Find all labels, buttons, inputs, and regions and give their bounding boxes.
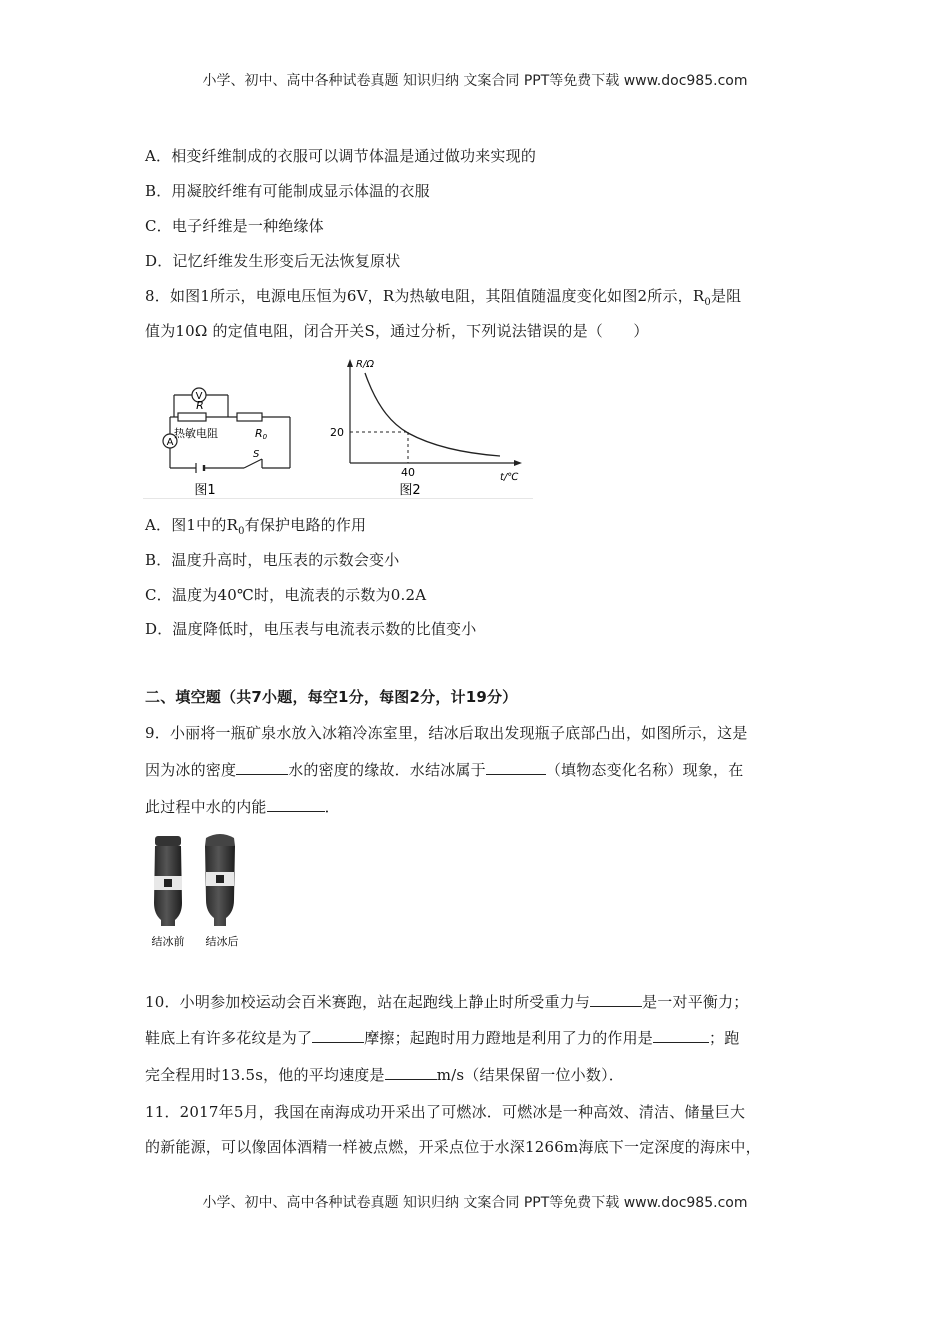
q7-option-a: A．相变纤维制成的衣服可以调节体温是通过做功来实现的 (145, 147, 537, 165)
q9-blank-2[interactable] (486, 760, 546, 775)
bottles-photo (140, 828, 260, 953)
q10-line2: 鞋底上有许多花纹是为了 摩擦；起跑时用力蹬地是利用了力的作用是 ；跑 (145, 1029, 740, 1047)
q8-option-a: A．图1中的$R_0$有保护电路的作用 (145, 516, 367, 537)
fixed-resistor-label: R0 (255, 427, 268, 441)
q7-option-c: C．电子纤维是一种绝缘体 (145, 217, 324, 235)
caption-before: 结冰前 (151, 935, 185, 948)
q8-option-b: B．温度升高时，电压表的示数会变小 (145, 551, 400, 569)
q11-line1: 11．2017年5月，我国在南海成功开采出了可燃冰．可燃冰是一种高效、清洁、储量巨大 (145, 1103, 746, 1121)
y-axis-label: R/Ω (356, 359, 374, 370)
q10-line3: 完全程用时13.5s，他的平均速度是 m/s（结果保留一位小数）． (145, 1066, 624, 1084)
q8-stem-line1: 8．如图1所示，电源电压恒为6V，R为热敏电阻，其阻值随温度变化如图2所示，$R_0$是阻 (145, 287, 742, 308)
voltmeter-label: V (195, 391, 203, 402)
q9-line1: 9．小丽将一瓶矿泉水放入冰箱冷冻室里，结冰后取出发现瓶子底部凸出，如图所示，这是 (145, 724, 748, 742)
q10-blank-1[interactable] (590, 992, 642, 1007)
x-tick-40: 40 (401, 466, 415, 479)
fig1-caption: 图1 (194, 483, 216, 498)
q11-line2: 的新能源，可以像固体酒精一样被点燃，开采点位于水深1266m海底下一定深度的海床中， (145, 1138, 761, 1156)
x-axis-arrow (514, 460, 522, 466)
bottle-before-icon (154, 836, 182, 926)
q7-option-d: D．记忆纤维发生形变后无法恢复原状 (145, 252, 401, 270)
thermistor-symbol (178, 413, 206, 421)
page-header: 小学、初中、高中各种试卷真题 知识归纳 文案合同 PPT等免费下载 www.doc985.com (202, 73, 748, 89)
q10-blank-4[interactable] (385, 1065, 437, 1080)
q10-blank-3[interactable] (653, 1028, 709, 1043)
caption-after: 结冰后 (205, 935, 239, 948)
y-tick-20: 20 (330, 426, 344, 439)
thermistor-label: R (196, 399, 204, 412)
q8-option-d: D．温度降低时，电压表与电流表示数的比值变小 (145, 620, 477, 638)
q8-stem-line2: 值为10Ω 的定值电阻，闭合开关S，通过分析，下列说法错误的是（ ） (145, 322, 649, 340)
q9-line2: 因为冰的密度 水的密度的缘故．水结冰属于 （填物态变化名称）现象，在 (145, 761, 744, 779)
switch-label: S (253, 449, 260, 460)
q9-blank-1[interactable] (236, 760, 288, 775)
figure-divider (143, 498, 533, 499)
q7-option-b: B．用凝胶纤维有可能制成显示体温的衣服 (145, 182, 430, 200)
thermistor-text: 热敏电阻 (174, 427, 218, 440)
q10-line1: 10．小明参加校运动会百米赛跑，站在起跑线上静止时所受重力与 是一对平衡力； (145, 993, 749, 1011)
ammeter-label: A (166, 437, 174, 448)
fig2-caption: 图2 (399, 483, 421, 498)
fixed-resistor-symbol (237, 413, 262, 421)
thermistor-graph (320, 355, 525, 500)
q10-blank-2[interactable] (312, 1028, 364, 1043)
q9-blank-3[interactable] (267, 797, 325, 812)
resistance-curve (365, 373, 500, 456)
x-axis-label: t/℃ (500, 472, 519, 483)
q9-line3: 此过程中水的内能 ． (145, 798, 340, 816)
page-footer: 小学、初中、高中各种试卷真题 知识归纳 文案合同 PPT等免费下载 www.doc985.com (202, 1195, 748, 1211)
q8-option-c: C．温度为40℃时，电流表的示数为0.2A (145, 586, 427, 604)
y-axis-arrow (347, 359, 353, 367)
bottle-after-icon (205, 834, 235, 926)
section-title-fill-in: 二、填空题（共7小题，每空1分，每图2分，计19分） (145, 688, 518, 706)
circuit-diagram (160, 375, 300, 500)
